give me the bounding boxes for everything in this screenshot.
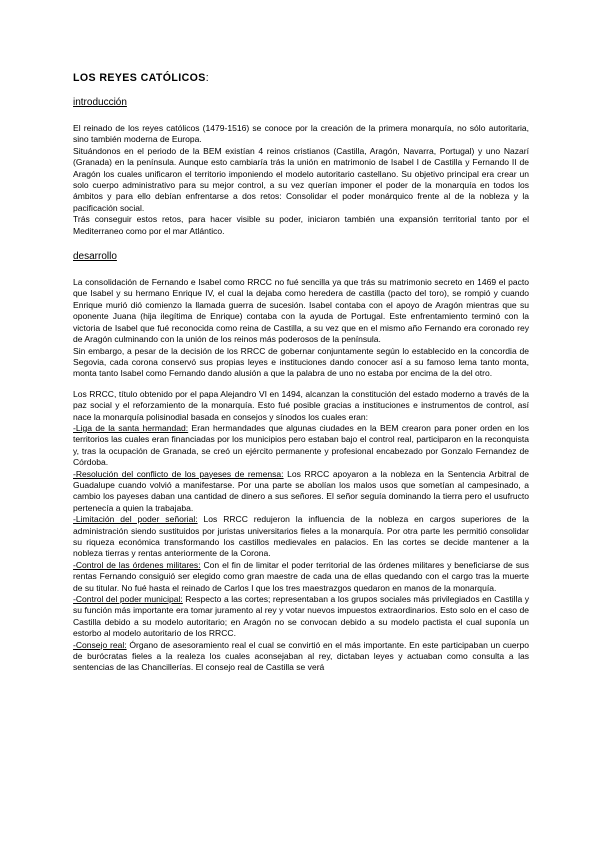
intro-paragraph-3: Trás conseguir estos retos, para hacer visible su poder, iniciaron también una expansión territorial tanto por el Mediterraneo como por el mar Atlántico. (73, 214, 529, 236)
item-label: -Resolución del conflicto de los payeses de remensa: (73, 468, 284, 479)
item-label: -Liga de la santa hermandad: (73, 422, 189, 433)
section-heading-introduccion: introducción (73, 97, 127, 108)
title-colon: : (205, 72, 210, 84)
item-label: -Control del poder municipal: (73, 594, 183, 605)
intro-paragraph-1: El reinado de los reyes católicos (1479-1516) se conoce por la creación de la primera monarquía, no sólo autoritaria, sino también moderna de Europa. (73, 123, 529, 145)
list-item-remensa (73, 469, 529, 515)
item-label: -Consejo real: (73, 639, 127, 650)
section-heading-desarrollo: desarrollo (73, 251, 117, 263)
item-label: -Control de las órdenes militares: (73, 559, 201, 570)
list-item-poder-municipal (73, 594, 529, 640)
list-item-liga (73, 423, 529, 469)
list-item-consejo-real (73, 640, 529, 674)
document-title: LOS REYES CATÓLICOS: (73, 72, 210, 84)
spacer (73, 237, 529, 250)
item-text: Los RRCC apoyaron a la nobleza en la Sentencia Arbitral de Guadalupe cuando volvió a manifestarse. Por una parte se abolían los malos usos que sometían al campesinado, a cambio los payeses daban una cantidad de dinero a sus señores. El señor seguía dominando la tierra pero el usufructo pertenecía a quien la trabajaba. (73, 468, 529, 513)
item-text: Eran hermandades que algunas ciudades en la BEM crearon para poner orden en los territorios las cuales eran financiadas por los municipios pero estaban bajo el control real, participaron en la reconquista y, tras la ocupación de Granada, se creó un ejército permanente y profesional encabezado por Gonzalo Fernandez de Córdoba. (73, 422, 529, 468)
dev-paragraph-1: La consolidación de Fernando e Isabel como RRCC no fué sencilla ya que trás su matrimonio secreto en 1469 el pacto que Isabel y su hermano Enrique IV, el cual la dejaba como heredera de castilla (pacto del toro), se rompió y cuando Enrique murió dió comienzo la llamada guerra de sucesión. Isabel contaba con el apoyo de Aragón mientras que su oponente Juana (hija ilegítima de Enrique) contaba con la ayuda de Portugal. Este enfrentamiento terminó con la victoria de Isabel que fué reconocida como reina de Castilla, a su vez que en el mismo año Fernando era coronado rey de Aragón culminando con la unión de los reinos más poderosos de la península. (73, 277, 529, 345)
dev-paragraph-3: Los RRCC, título obtenido por el papa Alejandro VI en 1494, alcanzan la constitución del estado moderno a través de la paz social y el reforzamiento de la monarquía. Esto fué posible gracias a instituciones e instrumentos de control, así nace la monarquía polisinodial basada en consejos y sínodos los cuales eran: (73, 388, 529, 422)
item-label: -Limitación del poder señorial: (73, 514, 198, 525)
item-text: Los RRCC redujeron la influencia de la nobleza en cargos superiores de la administración siendo sustituidos por juristas universitarios fieles a la monarquía. Por otra parte les permitió consolidar su riqueza económica transformando los castillos medievales en palacios. En las cortes se decide mantener a la nobleza tierras y rentas anteriormente de la Corona. (73, 514, 529, 559)
spacer (73, 380, 529, 389)
document-body (73, 72, 529, 674)
item-text: Con el fin de limitar el poder territorial de las órdenes militares y beneficiarse de sus rentas Fernando consiguió ser elegido como gran maestre de cada una de ellas quedando con el cargo tras la muerte de su titular. No fué hasta el reinado de Carlos I que los tres maestrazgos quedaron en manos de la monarquía. (73, 559, 529, 593)
item-text: Respecto a las cortes; representaban a los grupos sociales más privilegiados en Castilla y su función más importante era tomar juramento al rey y votar nuevos impuestos extraordinarios. Esto solo en el caso de Castilla debido a su modelo autoritario; en Aragón no se convocan debido a su modelo pactista el cual suponía un estorbo al modelo autoritario de los RRCC. (73, 594, 530, 639)
list-item-poder-senorial (73, 514, 529, 560)
dev-paragraph-2: Sin embargo, a pesar de la decisión de los RRCC de gobernar conjuntamente según lo establecido en la concordia de Segovia, cada corona conservó sus propias leyes e instituciones dando conocer así a su famoso lema tanto monta, monta tanto Isabel como Fernando dando alusión a que la palabra de uno no estaba por encima de la del otro. (73, 345, 529, 379)
list-item-ordenes-militares (73, 560, 529, 594)
item-text: Órgano de asesoramiento real el cual se convirtió en el más importante. En este participaban un cuerpo de burócratas fieles a la realeza los cuales aconsejaban al rey, dictaban leyes y actuaban como consulta a las sentencias de las Chancillerías. El consejo real de Castilla se verá (73, 639, 529, 673)
intro-paragraph-2: Situándonos en el periodo de la BEM existían 4 reinos cristianos (Castilla, Aragón, Navarra, Portugal) y uno Nazarí (Granada) en la península. Aunque esto cambiaría trás la unión en matrimonio de Isabel I de Castilla y Fernando II de Aragón los cuales unificaron el territorio imponiendo el modelo autoritario castellano. Su objetivo principal era crear un solo cuerpo administrativo para su mejor control, a su vez querían imponer el poder de la monarquía en todos los ámbitos y para ello debían enfrentarse a dos retos: Consolidar el poder monárquico frente al de la nobleza y la pacificación social. (73, 145, 529, 213)
